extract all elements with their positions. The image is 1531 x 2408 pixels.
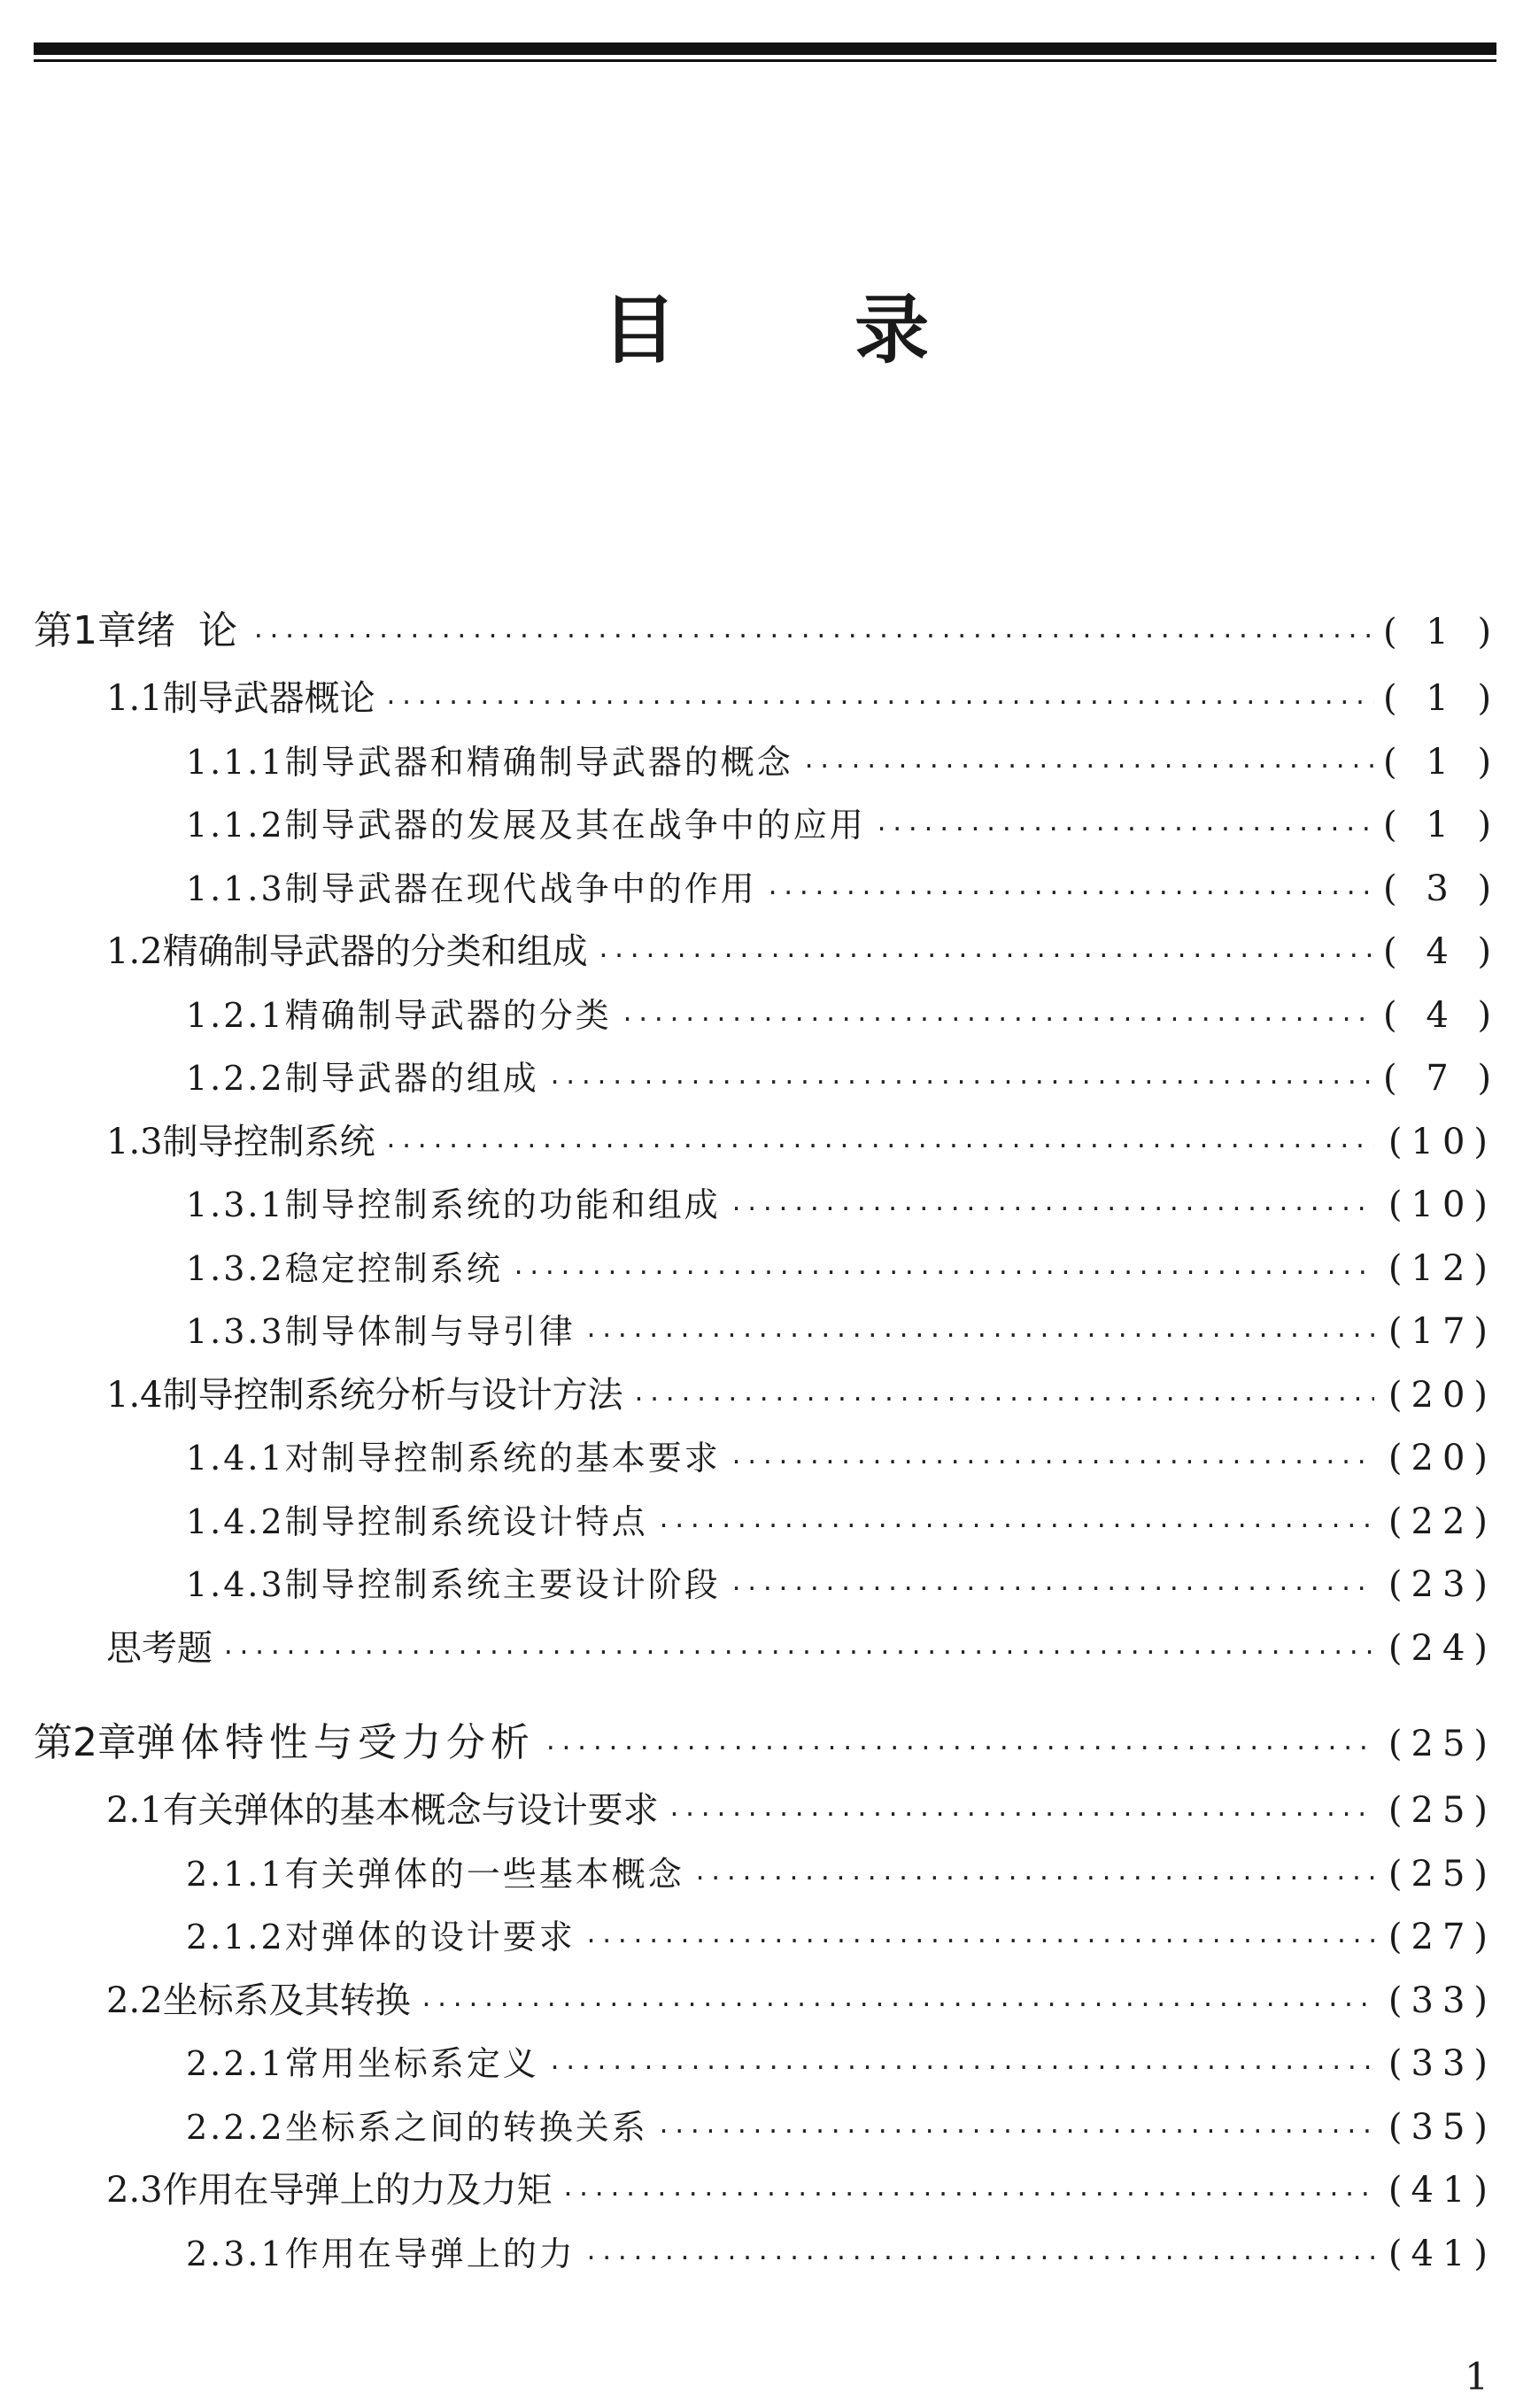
header-rule-thick: [34, 42, 1496, 55]
toc-entry-subsection[interactable]: [34, 1491, 1496, 1555]
page-number: 1: [1465, 2355, 1488, 2398]
dot-leader: [657, 1495, 1374, 1559]
toc-entry-subsection[interactable]: [34, 731, 1501, 795]
toc-entry-title: 制导控制系统: [162, 1121, 375, 1162]
toc-entry-title: 对制导控制系统的基本要求: [284, 1439, 721, 1478]
toc-entry-page: (10): [1388, 1185, 1496, 1225]
toc-entry-exercise[interactable]: [34, 1617, 1496, 1681]
toc-entry-page: (33): [1388, 1980, 1496, 2021]
toc-entry-number: 2.3: [106, 2170, 163, 2211]
dot-leader: [730, 1432, 1374, 1495]
toc-entry-section[interactable]: [34, 668, 1501, 731]
toc-entry-page: (35): [1388, 2106, 1496, 2148]
toc-entry-number: 1.3.3: [186, 1312, 285, 1351]
toc-entry-number: 1.2.1: [186, 995, 285, 1035]
toc-entry-subsection[interactable]: [34, 794, 1501, 858]
toc-entry-subsection[interactable]: [34, 2096, 1496, 2160]
toc-entry-page: ( 3 ): [1383, 868, 1501, 909]
dot-leader: [544, 1712, 1374, 1785]
toc-entry-number: 1.3.1: [186, 1185, 285, 1224]
dot-leader: [221, 1622, 1374, 1686]
toc-entry-page: (41): [1388, 2233, 1496, 2274]
toc-entry-title: 制导武器在现代战争中的作用: [284, 868, 757, 908]
toc-entry-number: 1.2.2: [186, 1059, 285, 1098]
dot-leader: [730, 1558, 1374, 1622]
dot-leader: [657, 2101, 1374, 2165]
dot-leader: [875, 799, 1374, 862]
dot-leader: [597, 925, 1374, 989]
toc-entry-number: 2.2: [106, 1980, 163, 2021]
toc-entry-number: 1.3.2: [186, 1248, 285, 1288]
dot-leader: [766, 862, 1374, 926]
toc-entry-section[interactable]: [34, 2159, 1496, 2223]
toc-entry-number: 1.1.2: [186, 806, 285, 845]
toc-entry-number: 1.4.2: [186, 1501, 285, 1541]
toc-entry-title: 精确制导武器的分类和组成: [162, 931, 588, 972]
toc-entry-page: (25): [1388, 1853, 1496, 1895]
toc-entry-page: (23): [1388, 1564, 1496, 1605]
toc-entry-page: (33): [1388, 2043, 1496, 2084]
toc-entry-section[interactable]: [34, 1364, 1496, 1428]
toc-entry-page: ( 4 ): [1383, 931, 1501, 972]
dot-leader: [548, 1052, 1374, 1115]
dot-leader: [584, 1910, 1374, 1974]
toc-entry-title: 稳定控制系统: [284, 1248, 503, 1288]
toc-entry-number: 2.3.1: [186, 2234, 285, 2273]
toc-entry-title: 精确制导武器的分类: [284, 995, 612, 1035]
toc-entry-page: (17): [1388, 1311, 1496, 1352]
toc-entry-page: (41): [1388, 2170, 1496, 2211]
toc-entry-number: 2.1: [106, 1790, 163, 1831]
toc-entry-subsection[interactable]: [34, 1906, 1496, 1970]
toc-entry-page: (12): [1388, 1247, 1496, 1289]
toc-entry-page: (25): [1388, 1790, 1496, 1831]
toc-entry-title: 常用坐标系定义: [284, 2044, 539, 2083]
toc-entry-subsection[interactable]: [34, 1300, 1496, 1364]
toc-entry-title: 有关弹体的基本概念与设计要求: [162, 1790, 659, 1831]
toc-entry-chapter[interactable]: [34, 1707, 1496, 1779]
toc-entry-number: 1.3: [106, 1121, 163, 1162]
toc-entry-title: 弹体特性与受力分析: [136, 1720, 535, 1765]
toc-entry-number: 1.1: [106, 678, 163, 719]
dot-leader: [384, 1115, 1374, 1179]
toc-entry-title: 坐标系及其转换: [162, 1980, 411, 2021]
toc-entry-number: 2.1.2: [186, 1918, 285, 1956]
toc-entry-title: 制导武器概论: [162, 678, 375, 719]
toc-entry-title: 制导武器的发展及其在战争中的应用: [284, 806, 866, 845]
toc-entry-page: ( 7 ): [1383, 1058, 1501, 1099]
dot-leader: [384, 672, 1374, 736]
toc-entry-number: 1.4: [106, 1374, 163, 1416]
toc-entry-title: 制导控制系统设计特点: [284, 1501, 648, 1541]
toc-entry-section[interactable]: [34, 1779, 1496, 1843]
toc-entry-title: 制导武器和精确制导武器的概念: [284, 742, 793, 782]
toc-entry-subsection[interactable]: [34, 1554, 1496, 1617]
toc-entry-section[interactable]: [34, 1970, 1496, 2034]
toc-entry-page: (10): [1388, 1121, 1496, 1162]
toc-entry-page: ( 1 ): [1383, 678, 1501, 719]
header-rule-thin: [34, 59, 1496, 62]
toc-entry-subsection[interactable]: [34, 1047, 1501, 1111]
toc-entry-title: 作用在导弹上的力: [284, 2234, 576, 2273]
toc-entry-page: ( 4 ): [1383, 994, 1501, 1036]
dot-leader: [561, 2164, 1374, 2227]
dot-leader: [548, 2037, 1374, 2101]
table-of-contents: [34, 595, 1501, 2286]
toc-entry-page: (25): [1388, 1724, 1496, 1764]
toc-entry-subsection[interactable]: [34, 984, 1501, 1048]
toc-entry-number: 2.1.1: [186, 1854, 285, 1894]
dot-leader: [802, 736, 1374, 799]
toc-entry-subsection[interactable]: [34, 1174, 1496, 1238]
toc-entry-page: (20): [1388, 1438, 1496, 1478]
toc-entry-number: 1.4.1: [186, 1439, 285, 1478]
dot-leader: [668, 1784, 1374, 1848]
toc-entry-page: ( 1 ): [1383, 741, 1501, 783]
dot-leader: [632, 1369, 1374, 1432]
toc-entry-title: 思考题: [106, 1627, 213, 1669]
toc-entry-title: 制导控制系统分析与设计方法: [162, 1374, 623, 1416]
toc-entry-subsection[interactable]: [34, 1238, 1496, 1301]
page-title: 目 录: [601, 287, 1006, 374]
toc-entry-page: (24): [1388, 1627, 1496, 1669]
toc-entry-page: (22): [1388, 1501, 1496, 1542]
toc-entry-chapter[interactable]: [34, 595, 1501, 668]
toc-entry-number: 第2章: [34, 1720, 136, 1765]
toc-entry-subsection[interactable]: [34, 2223, 1496, 2287]
dot-leader: [420, 1974, 1374, 2038]
toc-entry-title: 制导武器的组成: [284, 1059, 539, 1098]
toc-entry-page: ( 1 ): [1383, 805, 1501, 845]
toc-entry-section[interactable]: [34, 921, 1501, 984]
toc-entry-number: 1.4.3: [186, 1565, 285, 1604]
dot-leader: [730, 1178, 1374, 1242]
toc-entry-number: 1.1.1: [186, 742, 285, 782]
toc-entry-number: 2.2.1: [186, 2044, 285, 2083]
toc-entry-subsection[interactable]: [34, 858, 1501, 922]
toc-entry-title: 对弹体的设计要求: [284, 1918, 576, 1956]
dot-leader: [621, 989, 1374, 1053]
toc-entry-title: 有关弹体的一些基本概念: [284, 1854, 684, 1894]
toc-entry-title: 坐标系之间的转换关系: [284, 2107, 648, 2147]
toc-entry-subsection[interactable]: [34, 1427, 1496, 1491]
dot-leader: [584, 2227, 1374, 2291]
dot-leader: [584, 1305, 1374, 1369]
toc-entry-number: 2.2.2: [186, 2107, 285, 2147]
toc-entry-page: (20): [1388, 1374, 1496, 1416]
toc-entry-number: 1.2: [106, 931, 163, 972]
toc-entry-title: 制导控制系统的功能和组成: [284, 1185, 721, 1224]
toc-entry-number: 1.1.3: [186, 868, 285, 908]
dot-leader: [251, 600, 1374, 673]
toc-entry-title: 绪 论: [136, 608, 243, 653]
toc-entry-title: 制导控制系统主要设计阶段: [284, 1565, 721, 1604]
toc-entry-title: 作用在导弹上的力及力矩: [162, 2170, 553, 2211]
dot-leader: [512, 1242, 1374, 1306]
toc-entry-number: 第1章: [34, 608, 136, 653]
toc-entry-page: ( 1 ): [1383, 612, 1501, 652]
toc-entry-title: 制导体制与导引律: [284, 1312, 576, 1351]
toc-entry-page: (27): [1388, 1917, 1496, 1957]
toc-entry-subsection[interactable]: [34, 2033, 1496, 2096]
dot-leader: [693, 1848, 1374, 1911]
toc-entry-subsection[interactable]: [34, 1843, 1496, 1907]
toc-entry-section[interactable]: [34, 1111, 1496, 1175]
